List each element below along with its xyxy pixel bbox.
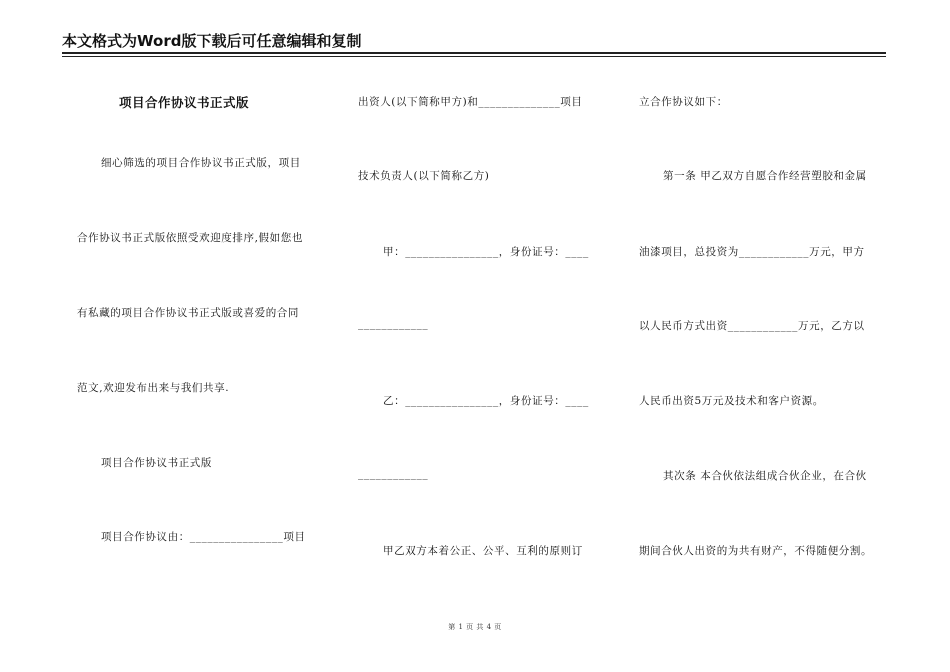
header-banner: 本文格式为Word版下载后可任意编辑和复制 [62,32,362,50]
paragraph-line: ____________ [358,318,429,330]
paragraph-line: 技术负责人(以下简称乙方) [358,170,490,182]
page-number: 第 1 页 共 4 页 [448,623,502,631]
paragraph-line: 期间合伙人出资的为共有财产，不得随便分割。 [639,545,873,557]
paragraph-line: 人民币出资5万元及技术和客户资源。 [639,395,824,407]
paragraph-line: 范文,欢迎发布出来与我们共享. [77,382,230,394]
paragraph-line: 立合作协议如下： [639,96,728,108]
header-rule-thin [62,56,886,57]
paragraph-line: 细心筛选的项目合作协议书正式版，项目 [101,157,301,169]
paragraph-line: 其次条 本合伙依法组成合伙企业，在合伙 [663,470,867,482]
paragraph-line: 以人民币方式出资____________万元，乙方以 [639,320,865,332]
paragraph-line: 乙：________________，身份证号：____ [383,395,589,407]
paragraph-line: 合作协议书正式版依照受欢迎度排序,假如您也 [77,232,303,244]
paragraph-line: 第一条 甲乙双方自愿合作经营塑胶和金属 [663,170,867,182]
paragraph-line: ____________ [358,468,429,480]
paragraph-line: 项目合作协议书正式版 [101,457,212,469]
header-rule-thick [62,52,886,54]
paragraph-line: 有私藏的项目合作协议书正式版或喜爱的合同 [77,307,299,319]
paragraph-line: 出资人(以下简称甲方)和______________项目 [358,96,583,108]
document-title: 项目合作协议书正式版 [119,95,250,110]
paragraph-line: 甲乙双方本着公正、公平、互利的原则订 [383,545,583,557]
paragraph-line: 项目合作协议由：________________项目 [101,531,306,543]
paragraph-line: 甲：________________，身份证号：____ [383,246,589,258]
paragraph-line: 油漆项目，总投资为____________万元，甲方 [639,246,865,258]
